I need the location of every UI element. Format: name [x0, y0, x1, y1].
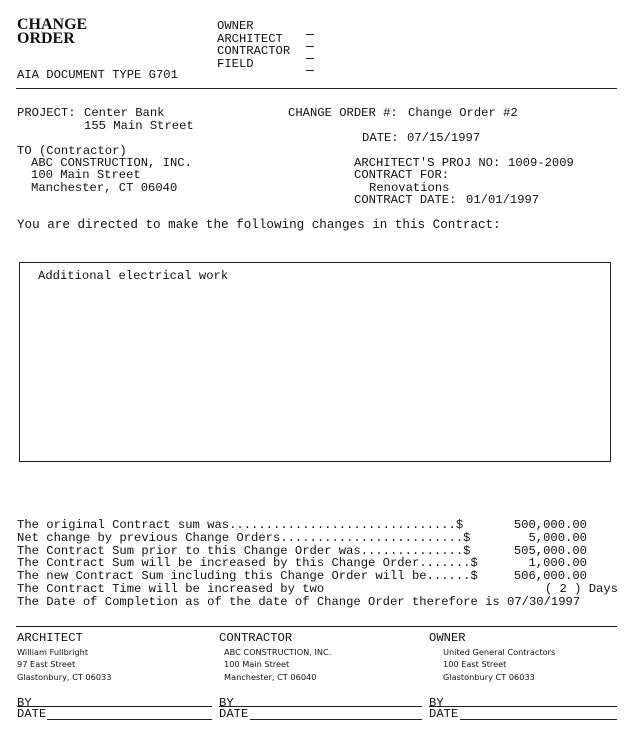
to-label: TO (Contractor): [17, 144, 127, 158]
change-order-date-label: DATE:: [362, 131, 399, 145]
owner-signature-line[interactable]: [429, 706, 617, 707]
header-divider: [16, 88, 617, 89]
architect-date-label: DATE: [17, 707, 47, 721]
project-address: 155 Main Street: [84, 119, 194, 133]
contract-time-text: The Contract Time will be increased by two: [17, 582, 325, 596]
dist-owner: OWNER: [217, 19, 254, 33]
contractor-by-label: BY: [219, 696, 234, 710]
changes-text: Additional electrical work: [38, 269, 229, 283]
completion-date-text: The Date of Completion as of the date of Change Order therefore is 07/30/1997: [17, 595, 581, 609]
dist-field-checkbox[interactable]: [306, 70, 314, 71]
sum-value-increase: 1,000.00: [528, 556, 587, 570]
contractor-name: ABC CONSTRUCTION, INC.: [224, 647, 332, 657]
proj-no: 1009-2009: [508, 156, 574, 170]
owner-label: OWNER: [429, 631, 466, 645]
signature-divider: [16, 626, 617, 627]
owner-by-label: BY: [429, 696, 444, 710]
sum-line-new: The new Contract Sum including this Change Order will be......$: [17, 569, 478, 583]
contractor-date-line[interactable]: [250, 719, 422, 720]
to-name: ABC CONSTRUCTION, INC.: [31, 156, 192, 170]
changes-box[interactable]: [19, 262, 611, 462]
architect-name: William Fullbright: [17, 647, 89, 657]
directive-text: You are directed to make the following changes in this Contract:: [17, 218, 501, 232]
sum-value-prior: 505,000.00: [513, 544, 587, 558]
proj-no-label: ARCHITECT'S PROJ NO:: [354, 156, 501, 170]
sum-line-increase: The Contract Sum will be increased by this Change Order.......$: [17, 556, 478, 570]
document-type: AIA DOCUMENT TYPE G701: [17, 68, 178, 82]
architect-street: 97 East Street: [17, 659, 76, 669]
form-title-line2: ORDER: [17, 30, 75, 47]
dist-contractor-checkbox[interactable]: [306, 58, 314, 59]
architect-label: ARCHITECT: [17, 631, 83, 645]
contractor-street: 100 Main Street: [224, 659, 290, 669]
contractor-city: Manchester, CT 06040: [224, 672, 317, 682]
form-title-line1: CHANGE: [17, 16, 88, 33]
contractor-date-label: DATE: [219, 707, 249, 721]
change-order-date: 07/15/1997: [407, 131, 481, 145]
contract-date-label: CONTRACT DATE:: [354, 193, 457, 207]
contractor-signature-line[interactable]: [219, 706, 422, 707]
sum-line-previous: Net change by previous Change Orders.........................$: [17, 531, 471, 545]
contract-date: 01/01/1997: [466, 193, 540, 207]
contract-for-label: CONTRACT FOR:: [354, 168, 450, 182]
sum-value-new: 506,000.00: [513, 569, 587, 583]
architect-date-line[interactable]: [47, 719, 212, 720]
owner-city: Glastonbury CT 06033: [443, 672, 535, 682]
owner-name: United General Contractors: [443, 647, 556, 657]
dist-architect-checkbox[interactable]: [306, 46, 314, 47]
architect-signature-line[interactable]: [17, 706, 212, 707]
dist-contractor: CONTRACTOR: [217, 44, 291, 58]
project-label: PROJECT:: [17, 106, 76, 120]
dist-owner-checkbox[interactable]: [306, 34, 314, 35]
sum-value-original: 500,000.00: [513, 518, 587, 532]
sum-line-prior: The Contract Sum prior to this Change Order was..............$: [17, 544, 471, 558]
to-city: Manchester, CT 06040: [31, 181, 178, 195]
owner-street: 100 East Street: [443, 659, 507, 669]
dist-field: FIELD: [217, 57, 254, 71]
owner-date-label: DATE: [429, 707, 459, 721]
owner-date-line[interactable]: [460, 719, 617, 720]
sum-line-original: The original Contract sum was...............................$: [17, 518, 464, 532]
contract-time-value: ( 2 ) Days: [544, 582, 618, 596]
sum-value-previous: 5,000.00: [528, 531, 587, 545]
dist-architect: ARCHITECT: [217, 32, 283, 46]
architect-city: Glastonbury, CT 06033: [17, 672, 112, 682]
contractor-label: CONTRACTOR: [219, 631, 293, 645]
contract-for-value: Renovations: [369, 181, 450, 195]
to-street: 100 Main Street: [31, 168, 141, 182]
change-order-label: CHANGE ORDER #:: [288, 106, 398, 120]
project-name: Center Bank: [84, 106, 165, 120]
architect-by-label: BY: [17, 696, 32, 710]
change-order-number: Change Order #2: [408, 106, 518, 120]
